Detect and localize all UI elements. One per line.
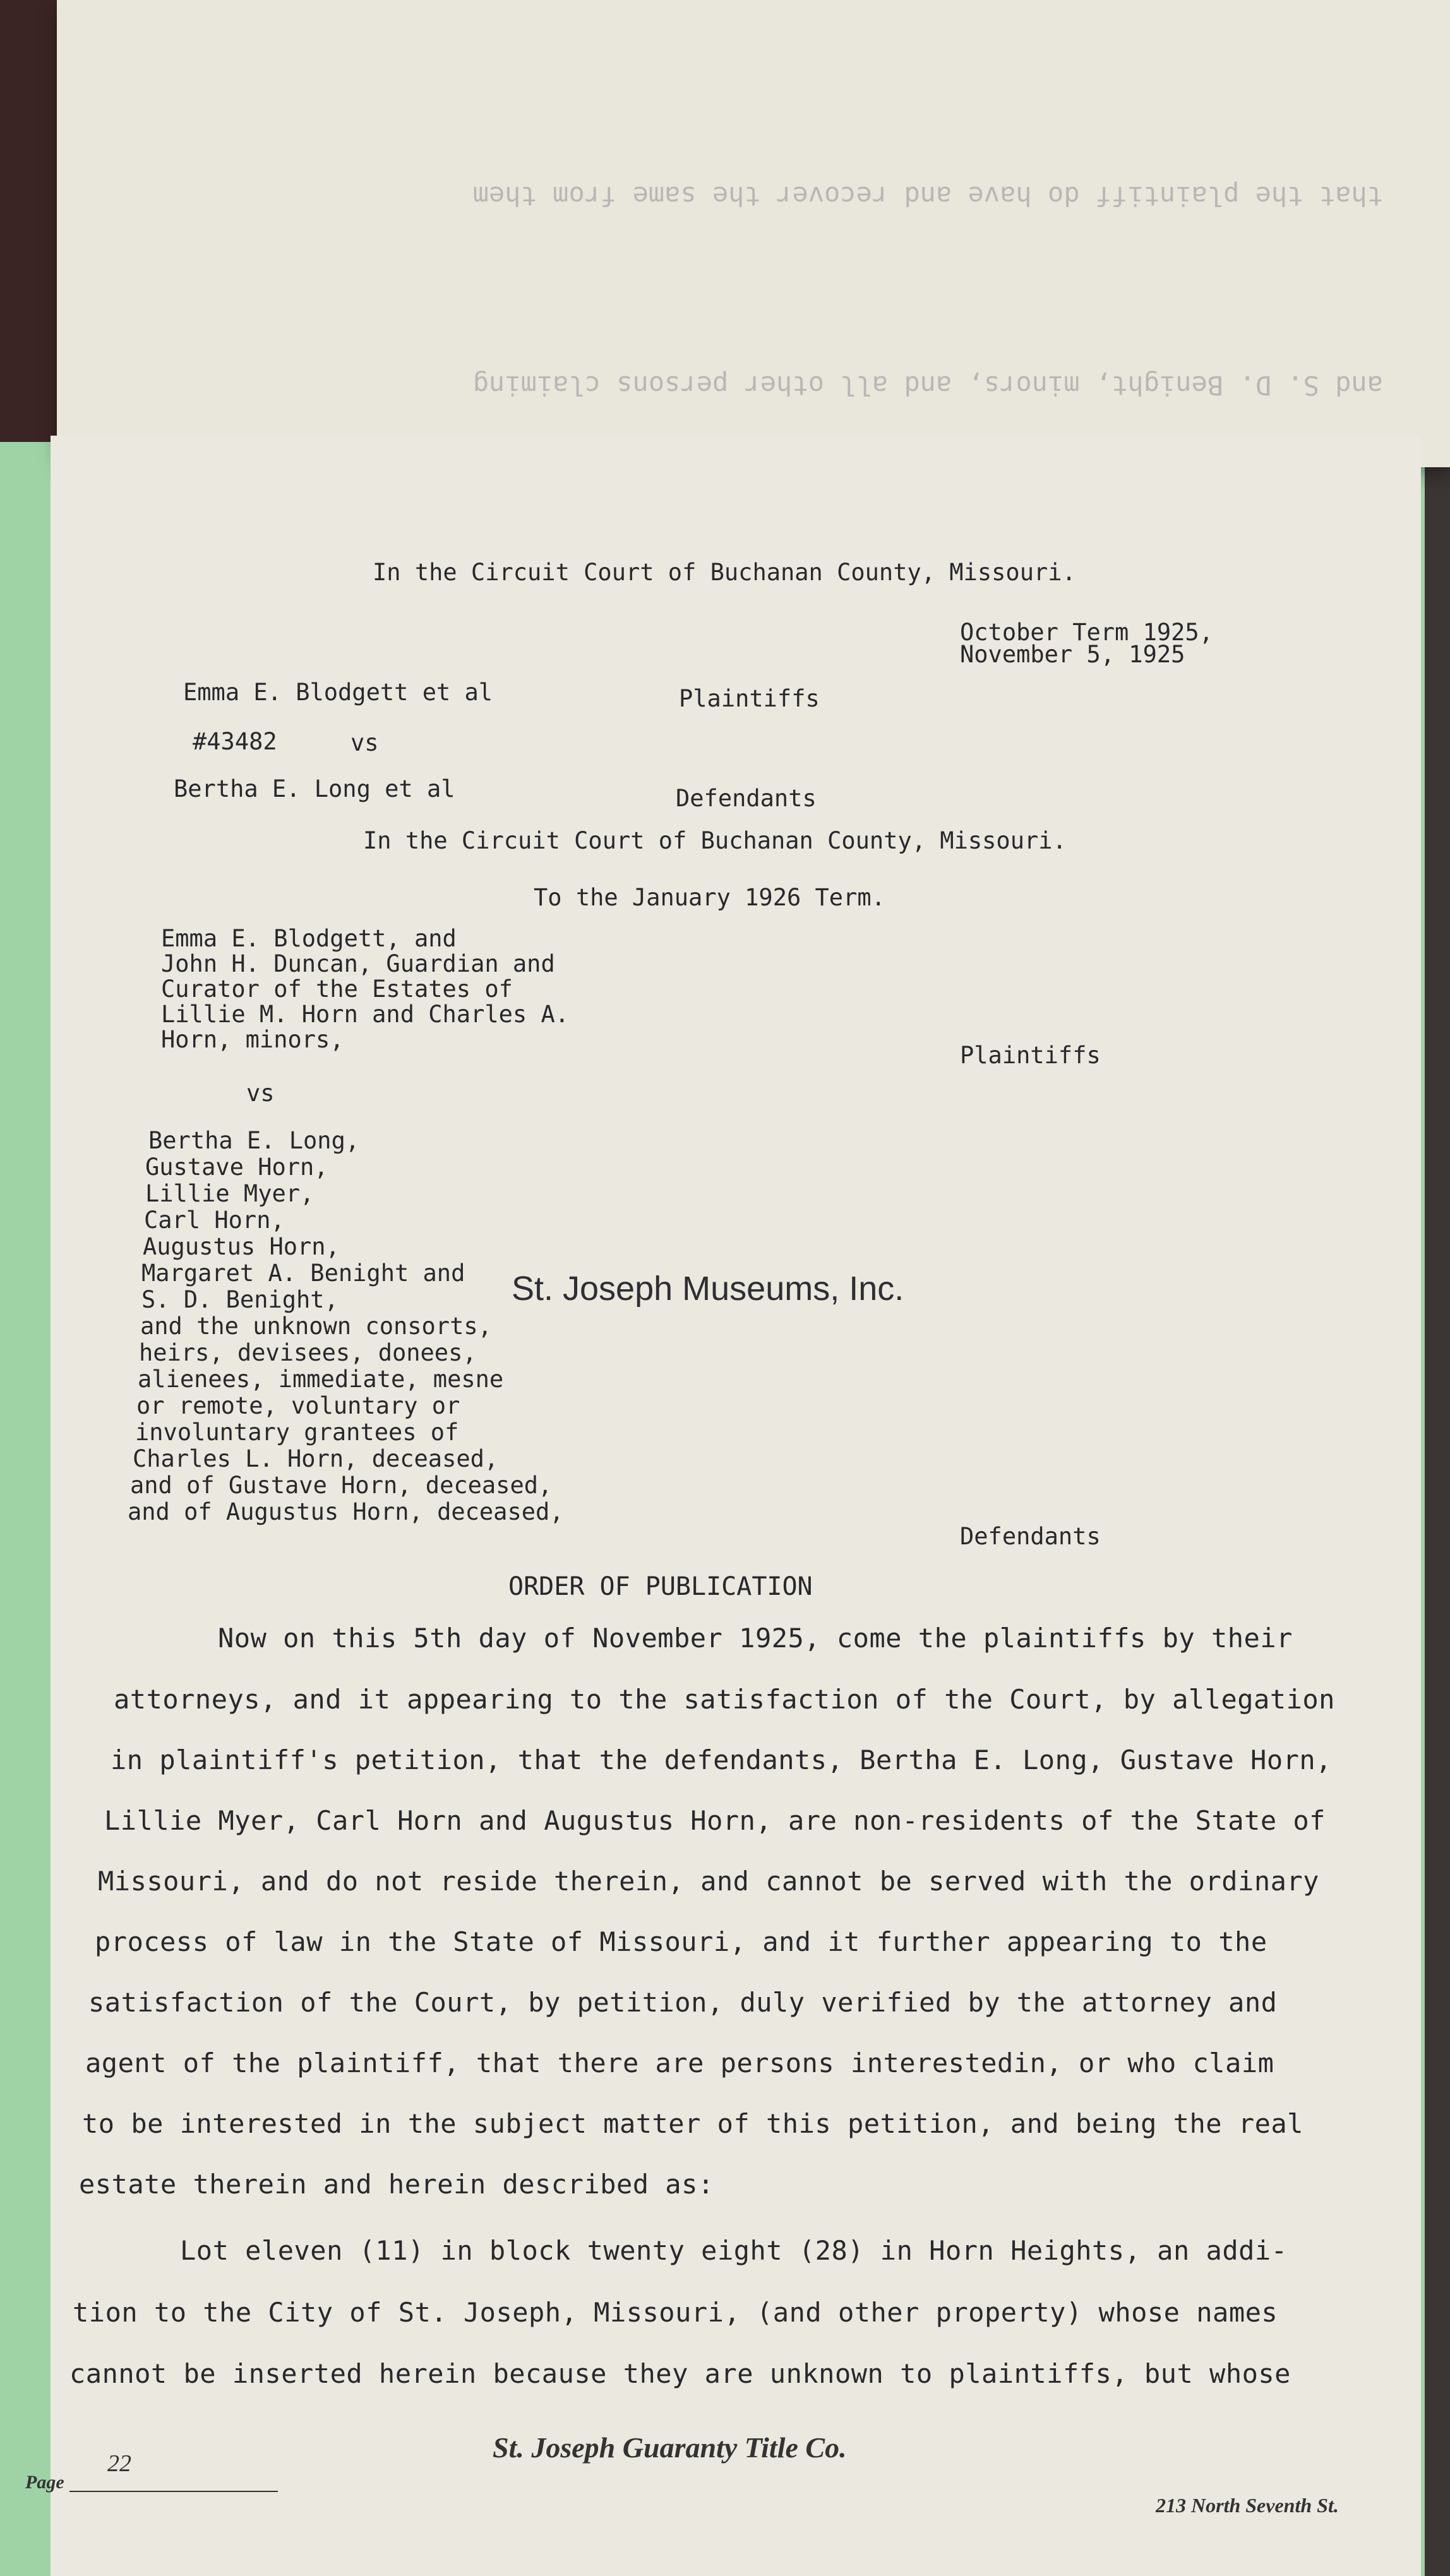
court-heading: In the Circuit Court of Buchanan County, Missouri.: [373, 559, 1076, 586]
plaintiff-line: Curator of the Estates of: [161, 975, 513, 1003]
body-line: in plaintiff's petition, that the defendants, Bertha E. Long, Gustave Horn,: [111, 1744, 1332, 1775]
defendant-line: Gustave Horn,: [145, 1154, 328, 1181]
company-address: 213 North Seventh St.: [1156, 2494, 1339, 2517]
page-number: 22: [107, 2450, 131, 2477]
body-line: Missouri, and do not reside therein, and cannot be served with the ordinary: [98, 1866, 1319, 1897]
defendant-line: or remote, voluntary or: [136, 1392, 460, 1419]
defendant-line: heirs, devisees, donees,: [139, 1339, 477, 1366]
vs-label: vs: [351, 729, 379, 756]
body-line: Lot eleven (11) in block twenty eight (28) in Horn Heights, an addi-: [180, 2235, 1288, 2266]
document-page: [25, 436, 1421, 2576]
previous-page-flap: [57, 0, 1450, 467]
defendant-line: Lillie Myer,: [145, 1180, 315, 1207]
body-line: process of law in the State of Missouri, and it further appearing to the: [95, 1926, 1267, 1957]
defendant-line: and of Gustave Horn, deceased,: [130, 1472, 553, 1499]
case-number: #43482: [193, 728, 277, 755]
defendant-short: Bertha E. Long et al: [174, 775, 455, 802]
court-heading-2: In the Circuit Court of Buchanan County, Missouri.: [363, 827, 1067, 854]
body-line: Now on this 5th day of November 1925, come the plaintiffs by their: [218, 1623, 1293, 1654]
body-line: tion to the City of St. Joseph, Missouri, (and other property) whose names: [73, 2297, 1278, 2328]
defendant-line: S. D. Benight,: [141, 1286, 339, 1313]
term-date: November 5, 1925: [960, 641, 1185, 668]
defendant-line: Charles L. Horn, deceased,: [133, 1445, 499, 1472]
page-label: Page: [25, 2472, 64, 2493]
defendant-line: Carl Horn,: [144, 1207, 285, 1234]
company-footer: St. Joseph Guaranty Title Co.: [493, 2431, 847, 2464]
defendant-line: involuntary grantees of: [135, 1419, 459, 1446]
defendant-line: alienees, immediate, mesne: [138, 1366, 504, 1393]
body-line: satisfaction of the Court, by petition, duly verified by the attorney and: [88, 1987, 1278, 2018]
plaintiff-line: John H. Duncan, Guardian and: [161, 950, 555, 977]
defendant-line: and the unknown consorts,: [140, 1313, 492, 1340]
body-line: agent of the plaintiff, that there are persons interestedin, or who claim: [85, 2048, 1274, 2078]
defendant-line: Augustus Horn,: [143, 1233, 340, 1260]
ghost-line: and S. D. Benight, minors, and all other persons claiming: [472, 370, 1383, 401]
plaintiffs-label-2: Plaintiffs: [960, 1042, 1101, 1069]
term-heading-2: To the January 1926 Term.: [534, 884, 885, 911]
plaintiff-line: Emma E. Blodgett, and: [161, 925, 457, 952]
body-line: estate therein and herein described as:: [79, 2169, 714, 2200]
page-number-line: [69, 2491, 278, 2492]
plaintiff-short: Emma E. Blodgett et al: [183, 679, 493, 706]
order-title: ORDER OF PUBLICATION: [508, 1572, 813, 1601]
defendant-line: Margaret A. Benight and: [141, 1260, 465, 1287]
plaintiff-line: Horn, minors,: [161, 1026, 344, 1053]
vs-label-2: vs: [246, 1080, 275, 1107]
body-line: cannot be inserted herein because they are unknown to plaintiffs, but whose: [69, 2358, 1291, 2389]
defendant-line: and of Augustus Horn, deceased,: [128, 1498, 564, 1525]
body-line: to be interested in the subject matter of this petition, and being the real: [82, 2108, 1303, 2139]
term-line: October Term 1925,: [960, 619, 1213, 646]
plaintiffs-label: Plaintiffs: [679, 685, 820, 712]
defendants-label-2: Defendants: [960, 1523, 1101, 1550]
plaintiff-line: Lillie M. Horn and Charles A.: [161, 1001, 570, 1028]
ghost-line: that the plaintiff do have and recover the same from them: [472, 181, 1383, 212]
body-line: Lillie Myer, Carl Horn and Augustus Horn, are non-residents of the State of: [104, 1805, 1326, 1836]
document-body: [25, 436, 1421, 2576]
defendants-label: Defendants: [676, 785, 817, 812]
body-line: attorneys, and it appearing to the satisfaction of the Court, by allegation: [114, 1684, 1335, 1715]
defendant-line: Bertha E. Long,: [148, 1127, 360, 1154]
bleed-through-text: [152, 38, 1383, 467]
museum-watermark: St. Joseph Museums, Inc.: [512, 1270, 904, 1308]
